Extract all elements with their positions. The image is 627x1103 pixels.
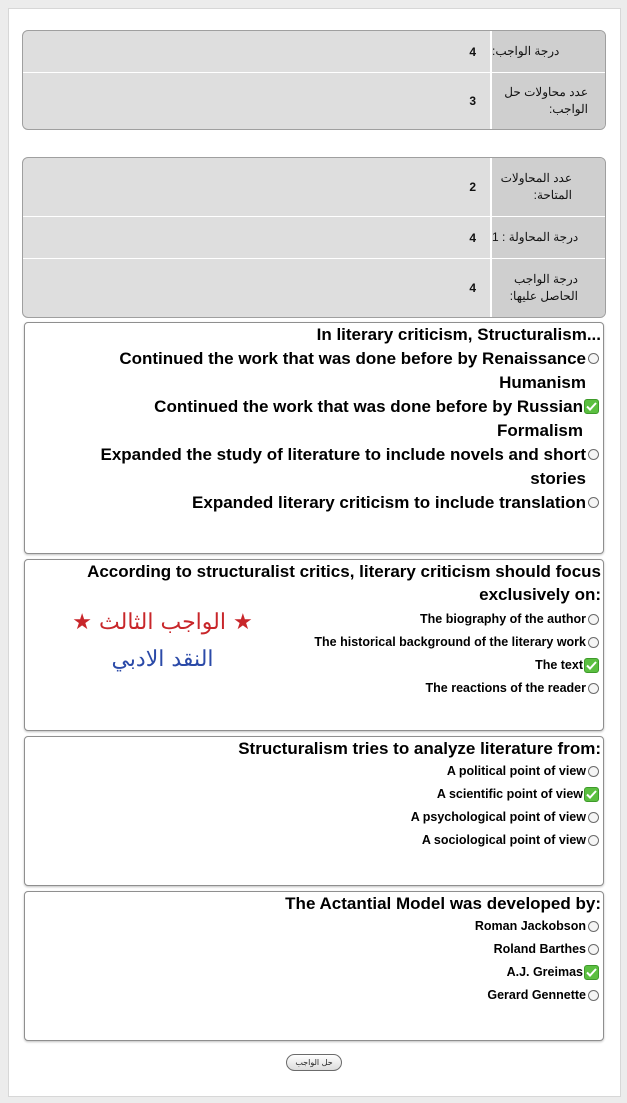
option[interactable] bbox=[25, 984, 603, 1007]
radio-icon[interactable] bbox=[588, 766, 599, 777]
option-text: Continued the work that was done before by Renaissance Humanism bbox=[119, 349, 586, 392]
option[interactable] bbox=[25, 760, 603, 783]
option[interactable] bbox=[65, 347, 603, 395]
radio-icon[interactable] bbox=[588, 497, 599, 508]
option[interactable] bbox=[25, 491, 603, 515]
radio-icon[interactable] bbox=[588, 835, 599, 846]
question-text: According to structuralist critics, literary criticism should focus exclusively on: bbox=[87, 562, 601, 604]
radio-icon[interactable] bbox=[588, 637, 599, 648]
option-text: Roman Jackobson bbox=[474, 919, 586, 933]
info-row-attempt-grade bbox=[23, 217, 605, 259]
option-text: The historical background of the literary work bbox=[314, 635, 586, 649]
radio-icon[interactable] bbox=[588, 683, 599, 694]
stamp-subtitle: النقد الادبي bbox=[111, 647, 214, 672]
question-4 bbox=[24, 891, 604, 1041]
info-row-attempts bbox=[23, 73, 605, 129]
option-text: The reactions of the reader bbox=[425, 681, 586, 695]
question-text: In literary criticism, Structuralism... bbox=[316, 325, 601, 344]
info-label: عدد محاولات حل الواجب: bbox=[492, 73, 605, 129]
option[interactable] bbox=[25, 961, 603, 984]
solve-homework-button[interactable]: حل الواجب bbox=[286, 1054, 342, 1071]
homework-page bbox=[8, 8, 621, 1097]
info-value: 4 bbox=[23, 259, 492, 317]
radio-icon[interactable] bbox=[588, 921, 599, 932]
info-value: 2 bbox=[23, 158, 492, 216]
radio-icon[interactable] bbox=[588, 812, 599, 823]
info-label: درجة الواجب: bbox=[492, 31, 605, 72]
checkmark-icon[interactable] bbox=[584, 787, 599, 802]
info-label: درجة الواجب الحاصل عليها: bbox=[492, 259, 605, 317]
radio-icon[interactable] bbox=[588, 449, 599, 460]
info-row-available bbox=[23, 158, 605, 217]
info-value: 4 bbox=[23, 31, 492, 72]
option[interactable] bbox=[95, 395, 603, 443]
checkmark-icon[interactable] bbox=[584, 965, 599, 980]
info-label: عدد المحاولات المتاحة: bbox=[492, 158, 605, 216]
option-text: A sociological point of view bbox=[421, 833, 586, 847]
question-2 bbox=[24, 559, 604, 731]
attempts-info-panel bbox=[22, 157, 606, 318]
option-text: Expanded literary criticism to include translation bbox=[192, 493, 586, 512]
checkmark-icon[interactable] bbox=[584, 399, 599, 414]
question-text: Structuralism tries to analyze literature from: bbox=[238, 739, 601, 758]
info-label: درجة المحاولة : 1 bbox=[492, 217, 605, 258]
option-text: Expanded the study of literature to include novels and short stories bbox=[100, 445, 586, 488]
option[interactable] bbox=[25, 783, 603, 806]
checkmark-icon[interactable] bbox=[584, 658, 599, 673]
option-text: A political point of view bbox=[446, 764, 586, 778]
option-text: A scientific point of view bbox=[436, 787, 583, 801]
option-text: Gerard Gennette bbox=[487, 988, 586, 1002]
homework-stamp bbox=[55, 610, 270, 672]
option[interactable] bbox=[25, 829, 603, 852]
option[interactable] bbox=[25, 938, 603, 961]
question-3 bbox=[24, 736, 604, 886]
radio-icon[interactable] bbox=[588, 944, 599, 955]
option-text: A psychological point of view bbox=[410, 810, 586, 824]
option[interactable] bbox=[45, 443, 603, 491]
radio-icon[interactable] bbox=[588, 990, 599, 1001]
option-text: The text bbox=[535, 658, 583, 672]
question-text: The Actantial Model was developed by: bbox=[285, 894, 601, 913]
question-1 bbox=[24, 322, 604, 554]
info-value: 4 bbox=[23, 217, 492, 258]
radio-icon[interactable] bbox=[588, 614, 599, 625]
stamp-title: ★ الواجب الثالث ★ bbox=[72, 610, 253, 635]
radio-icon[interactable] bbox=[588, 353, 599, 364]
option[interactable] bbox=[25, 806, 603, 829]
option-text: Continued the work that was done before by Russian Formalism bbox=[154, 397, 583, 440]
option-text: Roland Barthes bbox=[493, 942, 586, 956]
info-row-grade bbox=[23, 31, 605, 73]
homework-info-panel bbox=[22, 30, 606, 130]
option-text: A.J. Greimas bbox=[506, 965, 583, 979]
info-row-obtained bbox=[23, 259, 605, 317]
option[interactable] bbox=[25, 677, 603, 700]
option[interactable] bbox=[25, 915, 603, 938]
info-value: 3 bbox=[23, 73, 492, 129]
option-text: The biography of the author bbox=[420, 612, 586, 626]
